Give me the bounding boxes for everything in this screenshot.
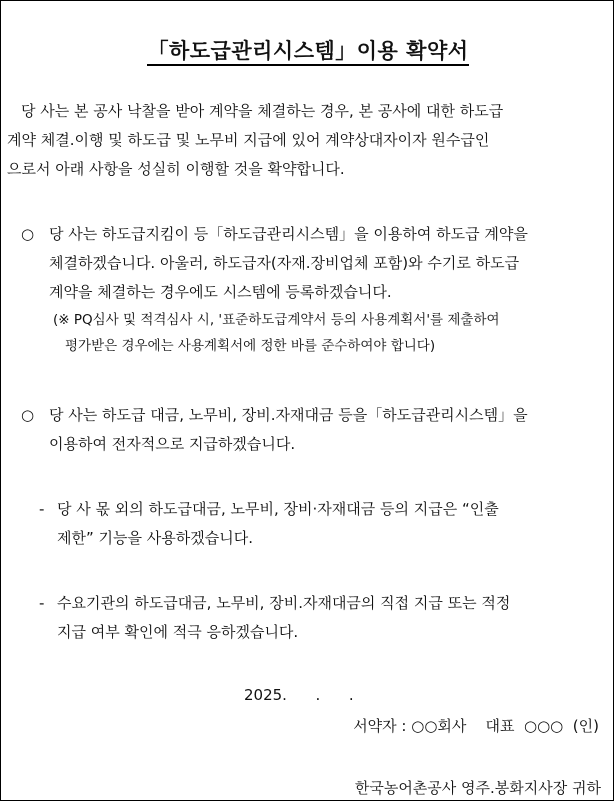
document-date: 2025. . .	[244, 686, 354, 704]
sub-item-line: 제한” 기능을 사용하겠습니다.	[57, 529, 253, 547]
sub-item-line: 당 사 몫 외의 하도급대금, 노무비, 장비·자재대금 등의 지급은 “인출	[57, 500, 499, 518]
circle-bullet-icon: ○	[21, 225, 35, 243]
dash-bullet-icon: -	[39, 500, 45, 518]
section-line: 체결하겠습니다. 아울러, 하도급자(자재.장비업체 포함)와 수기로 하도급	[49, 254, 520, 272]
intro-paragraph	[7, 97, 609, 184]
sub-item-line: 수요기관의 하도급대금, 노무비, 장비.자재대금의 직접 지급 또는 적정	[57, 594, 511, 612]
sub-item-withdrawal-limit	[39, 495, 609, 553]
intro-line: 당 사는 본 공사 낙찰을 받아 계약을 체결하는 경우, 본 공사에 대한 하도급	[21, 102, 504, 120]
circle-bullet-icon: ○	[21, 406, 35, 424]
dash-bullet-icon: -	[39, 594, 45, 612]
section-line: 계약을 체결하는 경우에도 시스템에 등록하겠습니다.	[49, 283, 392, 301]
intro-line: 으로서 아래 사항을 성실히 이행할 것을 확약합니다.	[7, 160, 345, 178]
document-title	[1, 35, 614, 65]
sub-item-line: 지급 여부 확인에 적극 응하겠습니다.	[57, 623, 299, 641]
section-line: 당 사는 하도급지킴이 등「하도급관리시스템」을 이용하여 하도급 계약을	[49, 225, 528, 243]
note-line: (※ PQ심사 및 적격심사 시, '표준하도급계약서 등의 사용계획서'를 제출하여	[53, 312, 500, 328]
section-line: 이용하여 전자적으로 지급하겠습니다.	[49, 435, 296, 453]
intro-line: 계약 체결.이행 및 하도급 및 노무비 지급에 있어 계약상대자이자 원수급인	[7, 131, 490, 149]
section-line: 당 사는 하도급 대금, 노무비, 장비.자재대금 등을「하도급관리시스템」을	[49, 406, 528, 424]
document-title-text: 「하도급관리시스템」이용 확약서	[147, 39, 468, 66]
note-line: 평가받은 경우에는 사용계획서에 정한 바를 준수하여야 합니다)	[65, 338, 436, 354]
addressee-line: 한국농어촌공사 영주.봉화지사장 귀하	[354, 779, 601, 797]
section-system-contract	[21, 220, 609, 359]
signer-line: 서약자 : ○○회사 대표 ○○○ (인)	[353, 717, 599, 735]
sub-item-direct-payment	[39, 589, 609, 647]
section-electronic-payment	[21, 401, 609, 459]
